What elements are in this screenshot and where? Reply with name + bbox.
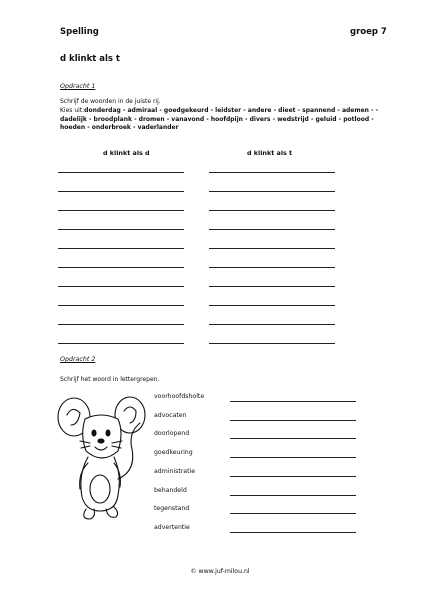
opdracht1-label: Opdracht 1 bbox=[60, 83, 96, 90]
word-label: advertentie bbox=[154, 523, 190, 531]
answer-line-left[interactable] bbox=[58, 343, 184, 344]
answer-line-left[interactable] bbox=[58, 172, 184, 173]
answer-line-right[interactable] bbox=[209, 267, 335, 268]
answer-line[interactable] bbox=[230, 401, 356, 402]
header-title-left: Spelling bbox=[60, 27, 99, 37]
answer-line-left[interactable] bbox=[58, 229, 184, 230]
answer-line[interactable] bbox=[230, 420, 356, 421]
answer-line-left[interactable] bbox=[58, 248, 184, 249]
page-subtitle: d klinkt als t bbox=[60, 54, 120, 64]
word-label: administratie bbox=[154, 467, 196, 475]
answer-line-left[interactable] bbox=[58, 324, 184, 325]
column-header-right: d klinkt als t bbox=[247, 149, 293, 157]
answer-line-right[interactable] bbox=[209, 305, 335, 306]
answer-line[interactable] bbox=[230, 532, 356, 533]
word-label: voorhoofdsholte bbox=[154, 393, 205, 400]
kies-words: donderdag - admiraal - goedgekeurd - leidster - andere - dieet - spannend - ademen - - dadelijk - broodplank - dromen - vanavond - hoofdpijn - divers - wedstrijd - geluid - potlood - hoeden - onderbroek - vaderlander bbox=[60, 107, 379, 132]
opdracht2-label: Opdracht 2 bbox=[60, 356, 96, 363]
answer-line-right[interactable] bbox=[209, 248, 335, 249]
kies-prefix: Kies uit: bbox=[60, 107, 85, 114]
answer-line-left[interactable] bbox=[58, 305, 184, 306]
opdracht1-instruction: Schrijf de woorden in de juiste rij. bbox=[60, 98, 161, 105]
answer-line-right[interactable] bbox=[209, 286, 335, 287]
answer-line[interactable] bbox=[230, 495, 356, 496]
answer-line-right[interactable] bbox=[209, 172, 335, 173]
word-label: behandeld bbox=[154, 486, 187, 494]
header-title-right: groep 7 bbox=[350, 27, 387, 37]
answer-line[interactable] bbox=[230, 513, 356, 514]
answer-line-right[interactable] bbox=[209, 324, 335, 325]
mouse-illustration bbox=[56, 393, 166, 533]
opdracht2-instruction: Schrijf het woord in lettergrepen. bbox=[60, 376, 160, 383]
opdracht1-word-list bbox=[60, 107, 380, 133]
column-header-left: d klinkt als d bbox=[103, 149, 150, 157]
answer-line-left[interactable] bbox=[58, 267, 184, 268]
word-label: tegenstand bbox=[154, 505, 190, 513]
answer-line-left[interactable] bbox=[58, 210, 184, 211]
word-label: goedkeuring bbox=[154, 449, 193, 457]
answer-line[interactable] bbox=[230, 457, 356, 458]
answer-line[interactable] bbox=[230, 438, 356, 439]
word-label: doorlopend bbox=[154, 430, 190, 438]
answer-line-right[interactable] bbox=[209, 210, 335, 211]
answer-line-right[interactable] bbox=[209, 191, 335, 192]
answer-line-right[interactable] bbox=[209, 229, 335, 230]
footer-copyright: © www.juf-milou.nl bbox=[190, 568, 250, 575]
answer-line-left[interactable] bbox=[58, 191, 184, 192]
answer-line-right[interactable] bbox=[209, 343, 335, 344]
answer-line-left[interactable] bbox=[58, 286, 184, 287]
answer-line[interactable] bbox=[230, 476, 356, 477]
word-label: advocaten bbox=[154, 411, 187, 419]
